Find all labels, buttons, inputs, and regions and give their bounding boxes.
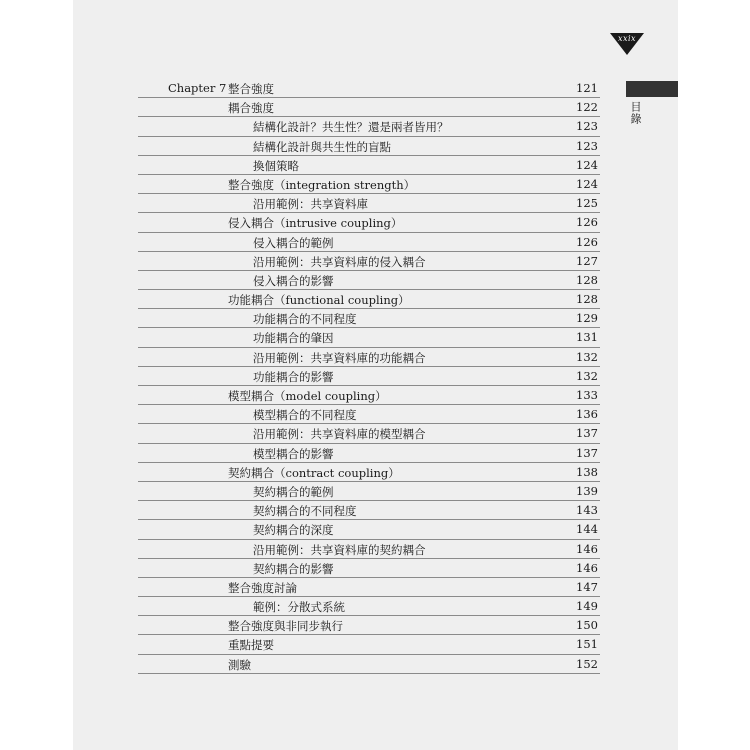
toc-entry-page: 132 <box>576 349 598 364</box>
toc-entry-title: 模型耦合（model coupling） <box>228 389 387 403</box>
toc-row <box>138 597 600 616</box>
toc-row <box>138 386 600 405</box>
toc-row <box>138 79 600 98</box>
toc-entry-title: 範例：分散式系統 <box>253 600 345 615</box>
toc-entry-title: 整合強度與非同步執行 <box>228 619 343 634</box>
toc-entry-title: 契約耦合的深度 <box>253 523 334 538</box>
chapter-label: Chapter 7 <box>168 81 227 95</box>
toc-entry-page: 126 <box>576 215 598 230</box>
toc-entry-page: 124 <box>576 176 598 191</box>
toc-entry-title: 沿用範例：共享資料庫的功能耦合 <box>253 350 426 365</box>
toc-entry-title: 整合強度 <box>228 82 274 96</box>
toc-row <box>138 328 600 347</box>
toc-row <box>138 309 600 328</box>
table-of-contents <box>138 79 600 674</box>
page-number: xxix <box>617 34 637 43</box>
toc-entry-page: 144 <box>576 522 598 537</box>
toc-row <box>138 463 600 482</box>
toc-entry-title: 功能耦合的不同程度 <box>253 312 357 327</box>
toc-entry-title: 沿用範例：共享資料庫的模型耦合 <box>253 427 426 442</box>
toc-entry-page: 133 <box>576 388 598 402</box>
toc-entry-title: 重點提要 <box>228 638 274 653</box>
toc-entry-page: 139 <box>576 483 598 498</box>
toc-entry-page: 128 <box>576 272 598 287</box>
toc-row <box>138 444 600 463</box>
toc-entry-page: 146 <box>576 541 598 556</box>
toc-entry-page: 146 <box>576 560 598 575</box>
toc-entry-page: 137 <box>576 426 598 441</box>
toc-row <box>138 616 600 635</box>
toc-entry-title: 耦合強度 <box>228 101 274 116</box>
toc-entry-page: 131 <box>576 330 598 345</box>
toc-row <box>138 175 600 194</box>
toc-row <box>138 233 600 252</box>
toc-entry-title: 模型耦合的不同程度 <box>253 408 357 423</box>
toc-row <box>138 655 600 674</box>
toc-row <box>138 290 600 309</box>
toc-entry-page: 127 <box>576 253 598 268</box>
toc-row <box>138 501 600 520</box>
toc-entry-title: 功能耦合（functional coupling） <box>228 293 410 308</box>
toc-entry-page: 150 <box>576 618 598 633</box>
toc-entry-page: 125 <box>576 196 598 211</box>
toc-entry-title: 測驗 <box>228 657 251 672</box>
toc-entry-title: 換個策略 <box>253 158 299 173</box>
toc-entry-page: 132 <box>576 368 598 383</box>
toc-entry-page: 137 <box>576 445 598 460</box>
toc-entry-title: 結構化設計？共生性？還是兩者皆用？ <box>253 120 449 135</box>
toc-row <box>138 194 600 213</box>
toc-entry-title: 契約耦合的不同程度 <box>253 504 357 519</box>
toc-row <box>138 348 600 367</box>
toc-entry-page: 149 <box>576 599 598 614</box>
toc-entry-page: 151 <box>576 637 598 652</box>
toc-entry-title: 功能耦合的肇因 <box>253 331 334 346</box>
toc-entry-title: 契約耦合（contract coupling） <box>228 465 400 480</box>
toc-entry-title: 侵入耦合（intrusive coupling） <box>228 216 403 231</box>
toc-row <box>138 540 600 559</box>
toc-row <box>138 635 600 654</box>
toc-entry-page: 123 <box>576 119 598 134</box>
toc-row <box>138 98 600 117</box>
toc-entry-title: 契約耦合的範例 <box>253 484 334 499</box>
toc-entry-page: 136 <box>576 407 598 422</box>
page-number-tab <box>610 33 644 55</box>
toc-entry-page: 147 <box>576 579 598 594</box>
toc-entry-page: 152 <box>576 656 598 671</box>
toc-row <box>138 520 600 539</box>
toc-entry-title: 沿用範例：共享資料庫的契約耦合 <box>253 542 426 557</box>
toc-entry-title: 整合強度討論 <box>228 580 297 595</box>
toc-entry-page: 124 <box>576 157 598 172</box>
toc-row <box>138 559 600 578</box>
toc-entry-page: 129 <box>576 311 598 326</box>
toc-row <box>138 424 600 443</box>
toc-entry-title: 沿用範例：共享資料庫 <box>253 197 368 212</box>
toc-row <box>138 117 600 136</box>
toc-entry-title: 整合強度（integration strength） <box>228 177 416 192</box>
toc-entry-page: 138 <box>576 464 598 479</box>
toc-row <box>138 405 600 424</box>
toc-entry-title: 侵入耦合的範例 <box>253 235 334 250</box>
toc-entry-page: 143 <box>576 503 598 518</box>
toc-entry-page: 122 <box>576 100 598 115</box>
toc-row <box>138 252 600 271</box>
toc-entry-title: 侵入耦合的影響 <box>253 273 334 288</box>
toc-row <box>138 213 600 232</box>
toc-row <box>138 367 600 386</box>
toc-entry-title: 模型耦合的影響 <box>253 446 334 461</box>
toc-entry-title: 功能耦合的影響 <box>253 369 334 384</box>
toc-row <box>138 271 600 290</box>
toc-entry-page: 123 <box>576 138 598 153</box>
toc-row <box>138 137 600 156</box>
toc-row <box>138 482 600 501</box>
toc-entry-title: 契約耦合的影響 <box>253 561 334 576</box>
side-section-label: 目錄 <box>629 101 642 125</box>
toc-entry-page: 126 <box>576 234 598 249</box>
toc-entry-title: 結構化設計與共生性的盲點 <box>253 139 391 154</box>
side-thumb-bar <box>626 81 678 97</box>
toc-entry-page: 128 <box>576 292 598 307</box>
toc-row <box>138 578 600 597</box>
toc-entry-title: 沿用範例：共享資料庫的侵入耦合 <box>253 254 426 269</box>
toc-row <box>138 156 600 175</box>
toc-entry-page: 121 <box>576 81 598 95</box>
